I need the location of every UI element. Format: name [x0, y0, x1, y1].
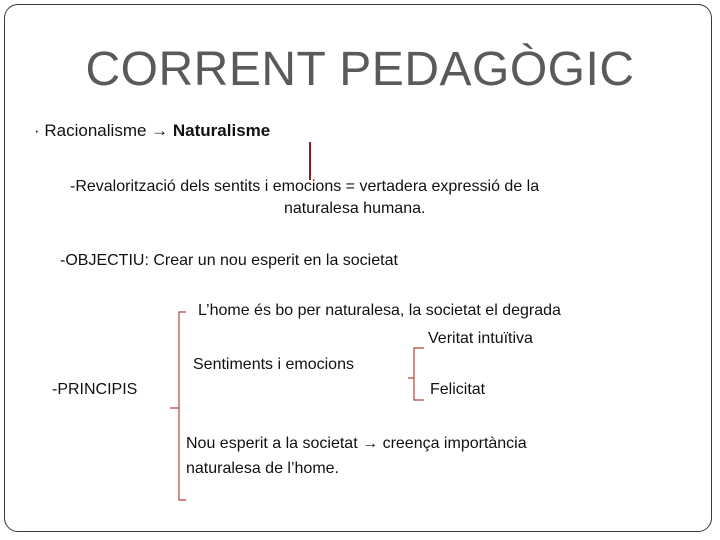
principle-2: Sentiments i emocions — [193, 356, 354, 373]
transition-to: Naturalisme — [172, 121, 271, 140]
principle-3-line-1 — [186, 435, 527, 453]
objective-text: -OBJECTIU: Crear un nou esperit en la societat — [60, 252, 398, 269]
principle-3-line-2: naturalesa de l’home. — [186, 460, 339, 477]
revaluation-line-2: naturalesa humana. — [284, 200, 426, 217]
bullet: · — [34, 121, 45, 140]
transition-line — [34, 121, 270, 141]
connector-line — [309, 142, 311, 180]
principle-3-part-a: Nou esperit a la societat — [186, 435, 358, 452]
principles-label: -PRINCIPIS — [52, 381, 138, 398]
principles-bracket — [168, 300, 198, 510]
principle-1-sub: Veritat intuïtiva — [428, 330, 533, 347]
principle-2-sub: Felicitat — [430, 381, 486, 398]
principle-3-part-b: creença importància — [382, 435, 527, 452]
slide-title: CORRENT PEDAGÒGIC — [85, 43, 635, 96]
arrow-icon: → — [151, 121, 169, 140]
revaluation-line-1: -Revalorització dels sentits i emocions = vertadera expressió de la — [70, 178, 540, 195]
principle-1: L’home és bo per naturalesa, la societat el degrada — [198, 302, 561, 319]
transition-from: Racionalisme — [44, 121, 147, 140]
arrow-icon: → — [362, 435, 379, 452]
sub-bracket — [400, 330, 430, 410]
